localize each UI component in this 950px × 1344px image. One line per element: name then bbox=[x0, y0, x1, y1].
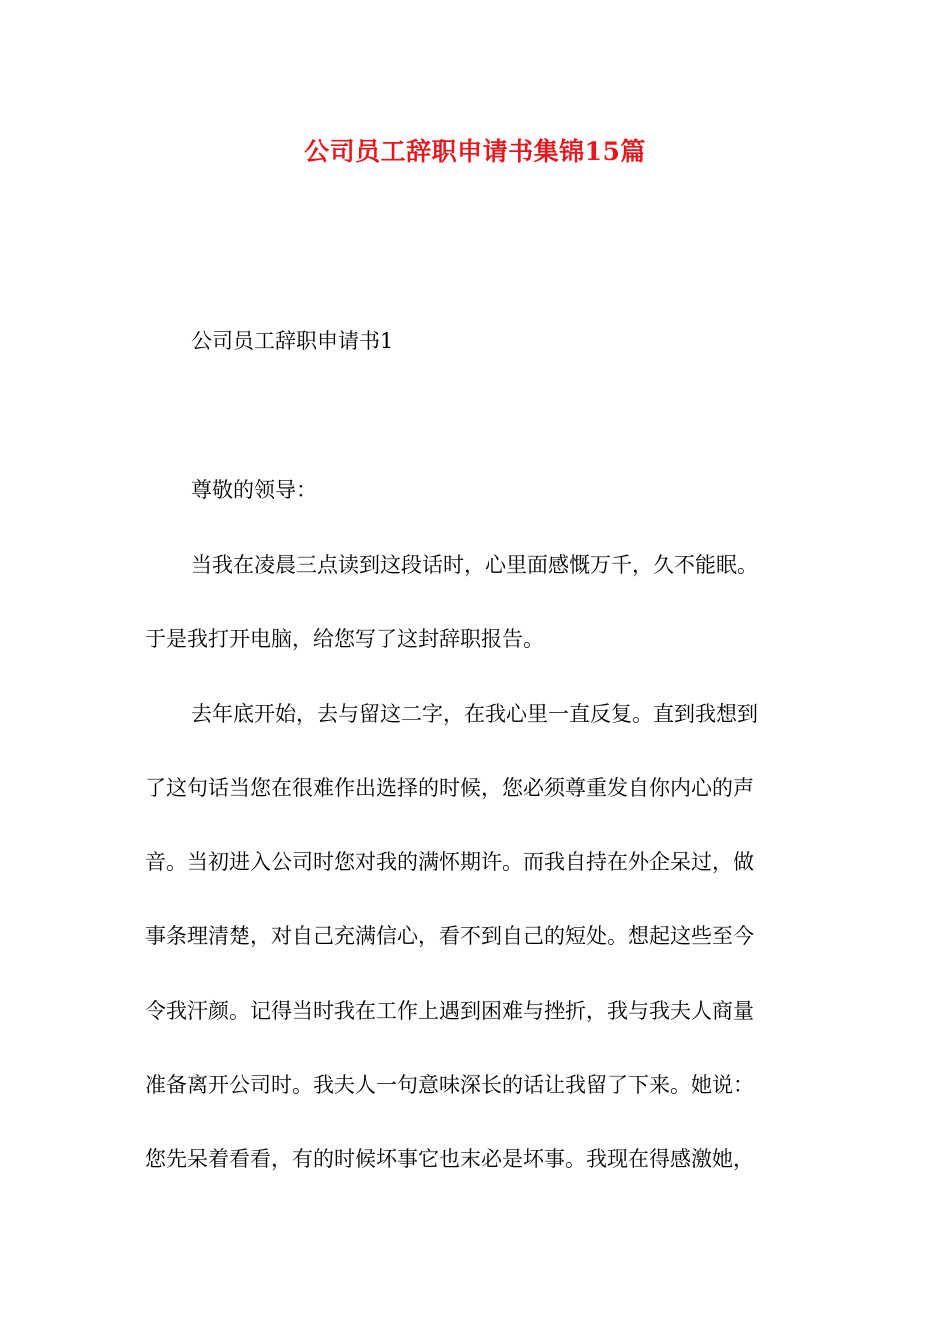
section-heading: 公司员工辞职申请书1 bbox=[191, 329, 394, 353]
body-line-8: 准备离开公司时。我夫人一句意味深长的话让我留了下来。她说： bbox=[145, 1073, 754, 1097]
body-line-2: 于是我打开电脑，给您写了这封辞职报告。 bbox=[145, 627, 544, 651]
body-line-6: 事条理清楚，对自己充满信心，看不到自己的短处。想起这些至今 bbox=[145, 924, 754, 948]
body-line-5: 音。当初进入公司时您对我的满怀期许。而我自持在外企呆过，做 bbox=[145, 850, 754, 874]
document-title: 公司员工辞职申请书集锦15篇 bbox=[304, 137, 646, 166]
body-line-4: 了这句话当您在很难作出选择的时候，您必须尊重发自你内心的声 bbox=[145, 776, 754, 800]
body-line-7: 令我汗颜。记得当时我在工作上遇到困难与挫折，我与我夫人商量 bbox=[145, 999, 754, 1023]
body-line-3: 去年底开始，去与留这二字，在我心里一直反复。直到我想到 bbox=[191, 702, 758, 726]
salutation: 尊敬的领导： bbox=[191, 478, 317, 502]
body-line-1: 当我在凌晨三点读到这段话时，心里面感慨万千，久不能眠。 bbox=[191, 553, 758, 577]
body-line-9: 您先呆着看看，有的时候坏事它也末必是坏事。我现在得感激她， bbox=[145, 1147, 754, 1171]
